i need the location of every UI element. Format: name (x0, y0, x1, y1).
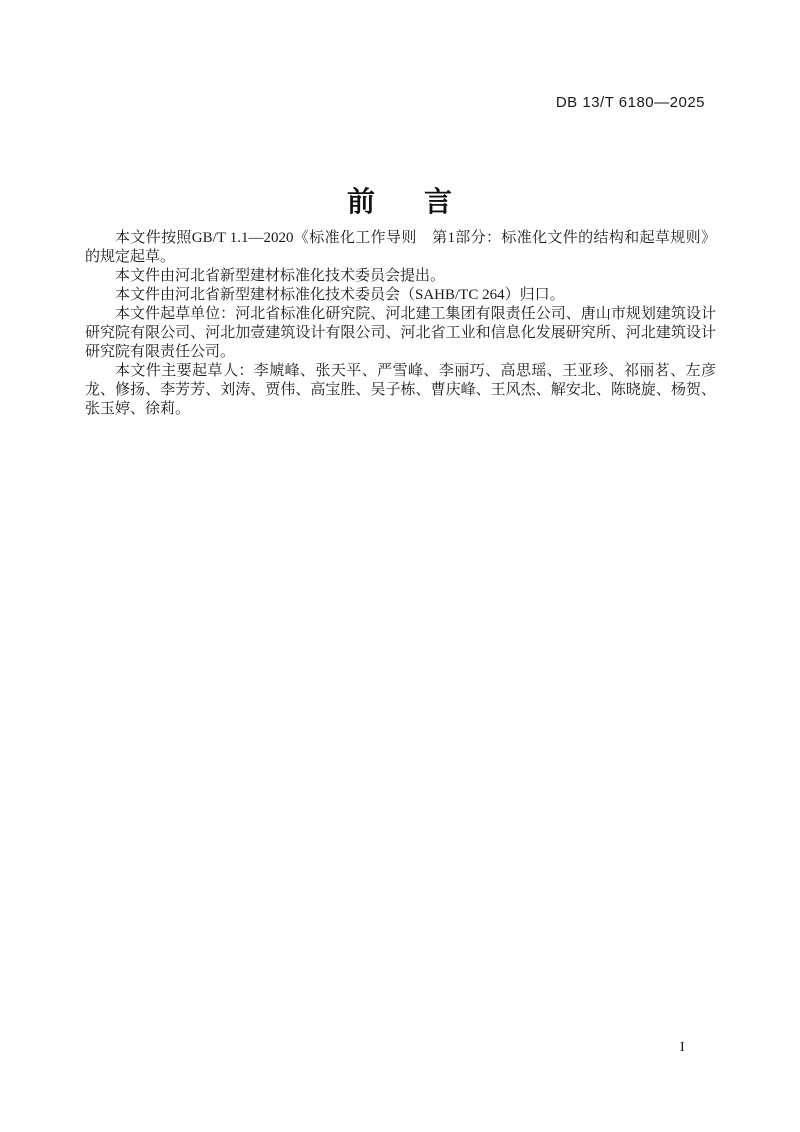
paragraph-proposed-by: 本文件由河北省新型建材标准化技术委员会提出。 (115, 268, 446, 284)
paragraph-drafting-basis: 本文件按照GB/T 1.1—2020《标准化工作导则 第1部分：标准化文件的结构和起草规则》的规定起草。 (85, 230, 716, 265)
paragraph-drafting-organizations: 本文件起草单位：河北省标准化研究院、河北建工集团有限责任公司、唐山市规划建筑设计研究院有限公司、河北加壹建筑设计有限公司、河北省工业和信息化发展研究所、河北建筑设计研究院有限责任公司。 (85, 306, 716, 360)
paragraph-centralized-by: 本文件由河北省新型建材标准化技术委员会（SAHB/TC 264）归口。 (115, 287, 565, 303)
foreword-title: 前 言 (347, 186, 453, 217)
paragraph-main-drafters: 本文件主要起草人：李虓峰、张天平、严雪峰、李丽巧、高思瑶、王亚珍、祁丽茗、左彦龙、修扬、李芳芳、刘涛、贾伟、高宝胜、吴子栋、曹庆峰、王风杰、解安北、陈晓旋、杨贺、张玉婷、徐莉。 (85, 363, 716, 417)
standard-code-header: DB 13/T 6180—2025 (555, 94, 705, 111)
foreword-body (85, 229, 716, 419)
page-number: I (680, 1040, 685, 1055)
